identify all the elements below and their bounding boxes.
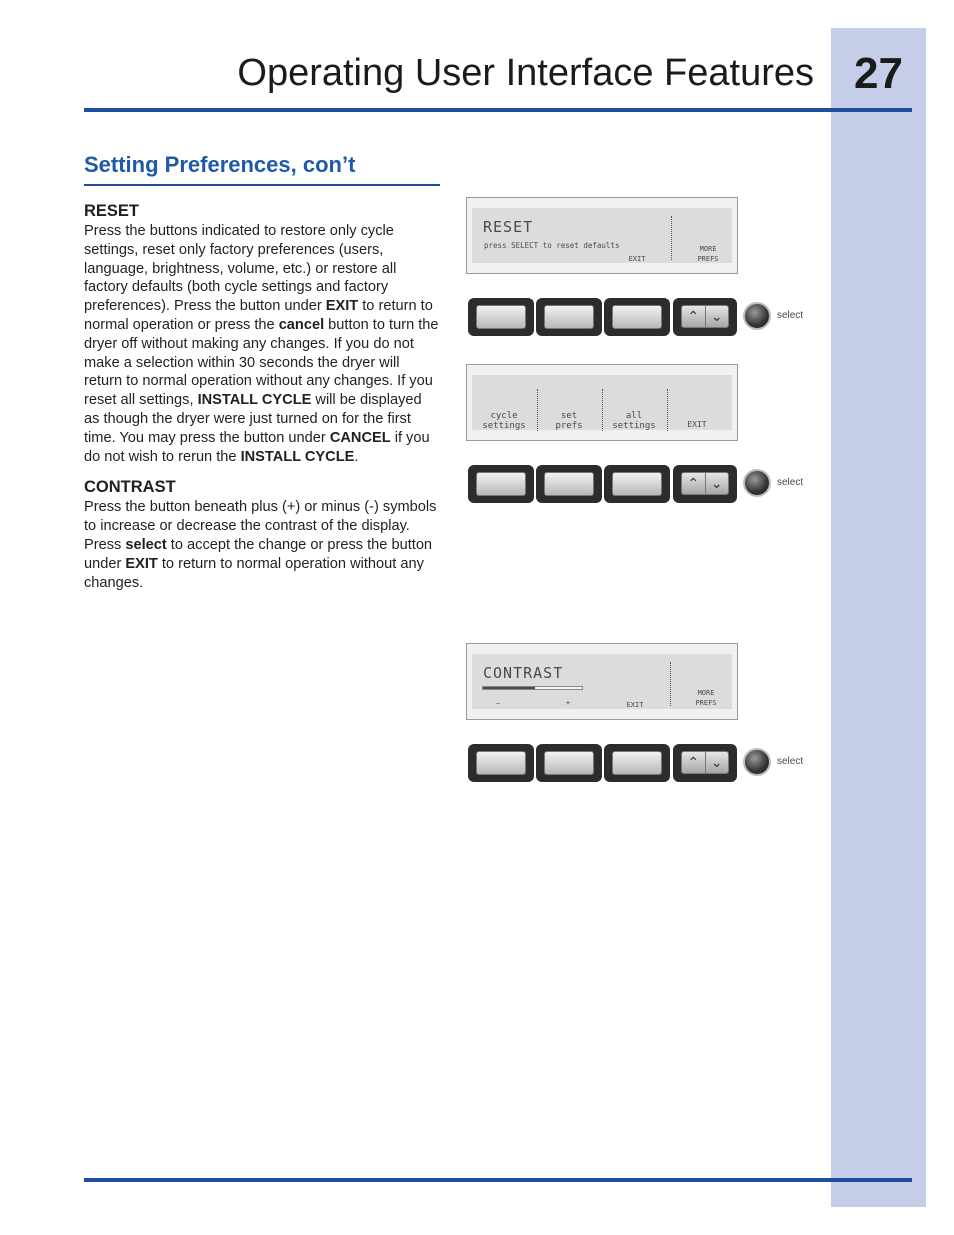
up-down-face (681, 751, 729, 774)
soft-button-2[interactable] (536, 465, 602, 503)
reset-text-3: button to turn the dryer off without making any changes. If you do not make a selection within 30 seconds the dryer will return to normal operation without any changes. If you reset all settings, (84, 316, 439, 409)
option-3-line-2: settings (612, 421, 656, 431)
contrast-display-screen (472, 654, 732, 709)
option-exit: EXIT (687, 420, 707, 429)
reset-options-screen (472, 375, 732, 430)
reset-bold-exit: EXIT (325, 298, 359, 315)
soft-button-2[interactable] (536, 744, 602, 782)
select-button[interactable] (743, 302, 771, 330)
contrast-bold-select: select (125, 536, 167, 553)
up-down-face (681, 305, 729, 328)
soft-button-3[interactable] (604, 744, 670, 782)
down-arrow-icon[interactable]: ⌄ (705, 306, 729, 327)
up-arrow-icon[interactable]: ⌃ (687, 754, 700, 770)
page-sidebar (831, 28, 926, 1207)
reset-display-subtitle: press SELECT to reset defaults (484, 241, 620, 250)
contrast-text-2: to accept the change or press the button under (84, 536, 433, 572)
up-down-face (681, 472, 729, 495)
contrast-minus: – (495, 699, 501, 707)
reset-text-4: will be displayed as though the dryer were just turned on for the first time. You may press the button under (84, 392, 422, 446)
option-3-line-1: all (625, 411, 643, 421)
reset-display-title: RESET (483, 218, 534, 236)
header-rule (84, 108, 912, 112)
reset-display-divider (671, 216, 672, 260)
reset-bold-install-cycle: INSTALL CYCLE (197, 392, 312, 409)
soft-button-1[interactable] (468, 298, 534, 336)
contrast-exit: EXIT (626, 701, 644, 709)
reset-bold-cancel-upper: CANCEL (329, 429, 391, 446)
soft-button-3[interactable] (604, 465, 670, 503)
select-label: select (777, 477, 804, 488)
option-2-line-2: prefs (555, 421, 583, 431)
contrast-heading: CONTRAST (84, 478, 176, 497)
options-divider-3 (667, 389, 668, 431)
more-prefs-line-2: PREFS (695, 699, 717, 707)
up-down-button[interactable] (673, 465, 737, 503)
control-row-3 (466, 744, 816, 784)
reset-options-display (466, 364, 738, 441)
footer-rule (84, 1178, 912, 1182)
contrast-level-fill (483, 687, 535, 689)
down-arrow-icon[interactable]: ⌄ (705, 752, 729, 773)
reset-text-2: to return to normal operation or press the (84, 298, 433, 333)
more-prefs-line-2: PREFS (697, 255, 719, 263)
reset-text-1: Press the buttons indicated to restore only cycle settings, reset only factory preferences (users, language, brightness, volume, etc.) or restore all factory defaults (both cycle settings and factory preferences). Press the button under (84, 223, 397, 315)
page-number: 27 (854, 49, 903, 98)
section-title: Setting Preferences, con’t (84, 152, 356, 177)
select-label: select (777, 756, 804, 767)
up-down-button[interactable] (673, 744, 737, 782)
reset-paragraph (84, 222, 440, 466)
option-1-line-2: settings (482, 421, 526, 431)
reset-text-6: . (354, 448, 359, 465)
contrast-paragraph (84, 498, 440, 592)
select-button[interactable] (743, 469, 771, 497)
reset-bold-install-cycle-2: INSTALL CYCLE (240, 448, 355, 465)
more-prefs-line-1: MORE (699, 245, 717, 253)
more-prefs-line-1: MORE (697, 689, 715, 697)
soft-button-1[interactable] (468, 465, 534, 503)
page-title: Operating User Interface Features (237, 52, 814, 94)
contrast-text-3: to return to normal operation without any changes. (84, 555, 424, 591)
reset-display-more-prefs (686, 244, 730, 264)
contrast-bold-exit: EXIT (125, 555, 158, 572)
reset-bold-cancel: cancel (278, 316, 325, 333)
down-arrow-icon[interactable]: ⌄ (705, 473, 729, 494)
control-row-2 (466, 465, 816, 505)
reset-display-screen (472, 208, 732, 263)
up-arrow-icon[interactable]: ⌃ (687, 475, 700, 491)
reset-display (466, 197, 738, 274)
control-row-1 (466, 298, 816, 338)
option-2-line-1: set (560, 411, 578, 421)
up-down-button[interactable] (673, 298, 737, 336)
contrast-display (466, 643, 738, 720)
option-cycle-settings (476, 411, 532, 431)
contrast-display-title: CONTRAST (483, 664, 564, 682)
text-column (84, 200, 440, 600)
reset-heading: RESET (84, 202, 140, 220)
contrast-more-prefs (684, 688, 728, 708)
contrast-display-divider (670, 662, 671, 706)
up-arrow-icon[interactable]: ⌃ (687, 308, 700, 324)
select-label: select (777, 310, 804, 321)
options-divider-1 (537, 389, 538, 431)
reset-text-5: if you do not wish to rerun the (84, 429, 430, 465)
soft-button-1[interactable] (468, 744, 534, 782)
option-set-prefs (541, 411, 597, 431)
soft-button-3[interactable] (604, 298, 670, 336)
contrast-plus: + (565, 699, 571, 707)
soft-button-2[interactable] (536, 298, 602, 336)
select-button[interactable] (743, 748, 771, 776)
option-all-settings (606, 411, 662, 431)
options-divider-2 (602, 389, 603, 431)
reset-display-exit: EXIT (628, 255, 646, 263)
contrast-text-1: Press the button beneath plus (+) or minus (-) symbols to increase or decrease the contrast of the display. Press (84, 499, 437, 553)
section-rule (84, 184, 440, 186)
contrast-level-bar (482, 686, 583, 690)
option-1-line-1: cycle (490, 411, 518, 421)
